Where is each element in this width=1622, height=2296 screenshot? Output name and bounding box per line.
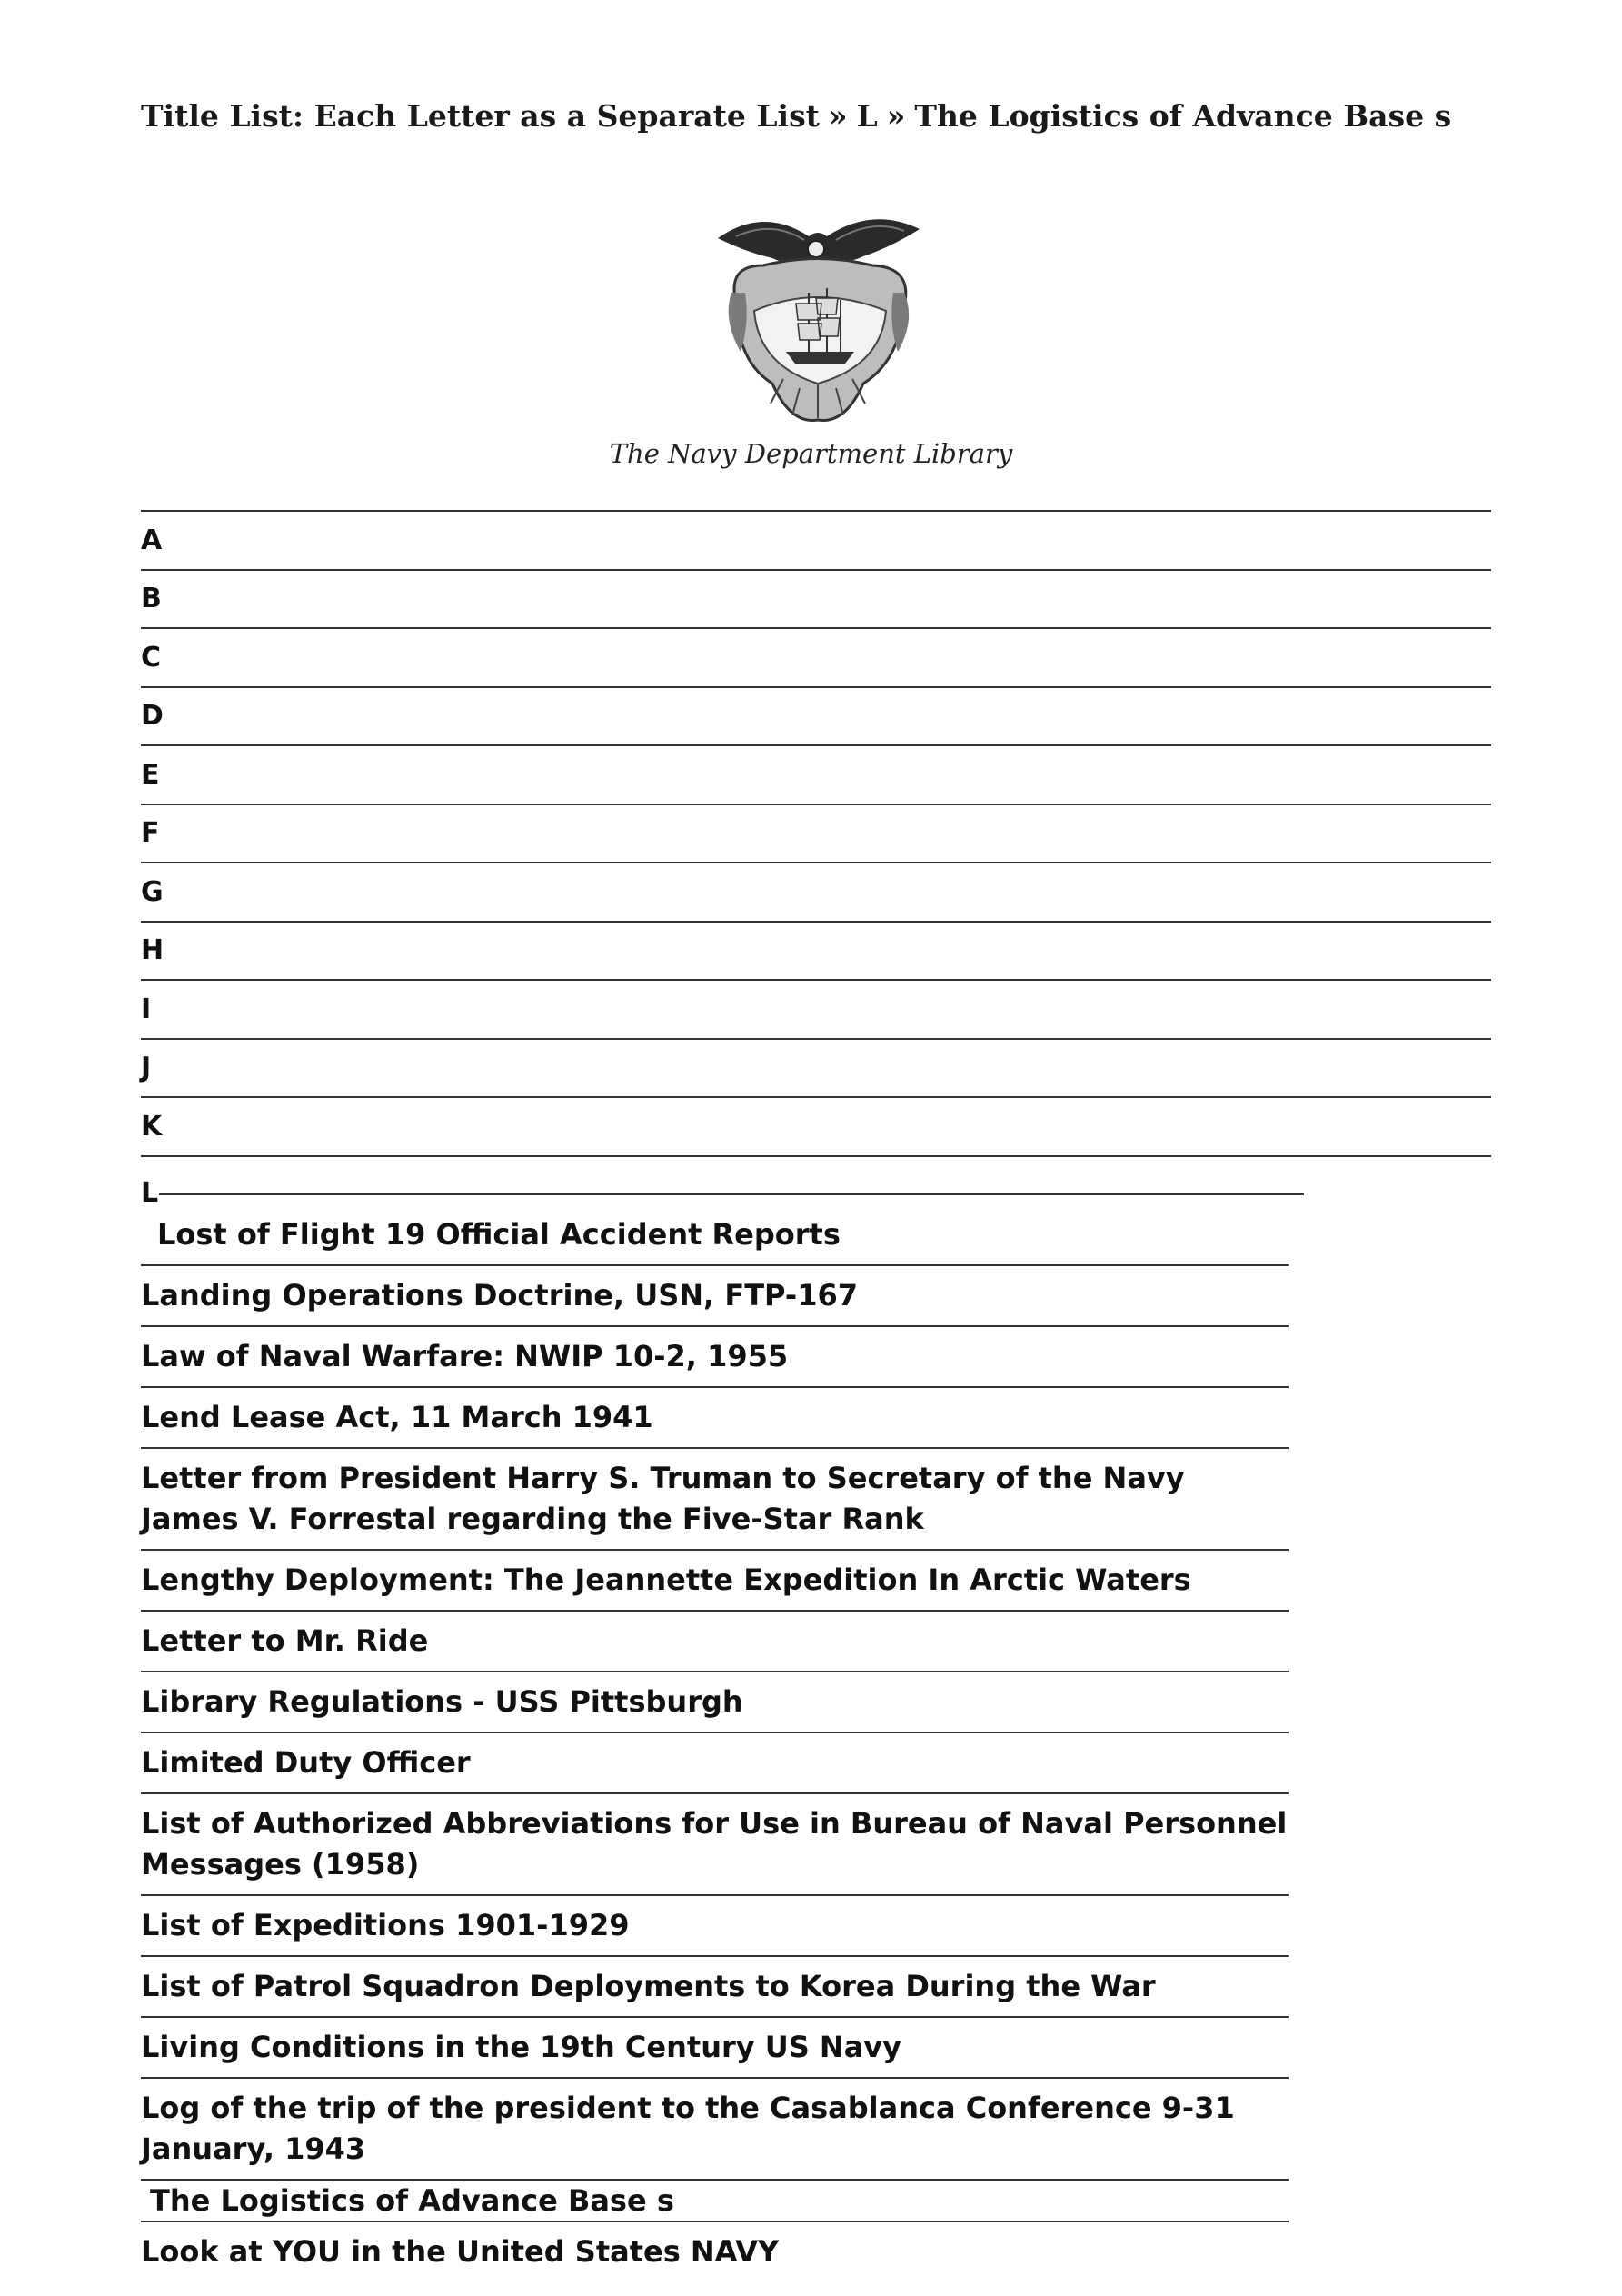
- title-link[interactable]: Library Regulations - USS Pittsburgh: [141, 1672, 1289, 1733]
- title-list: [141, 1205, 1289, 2281]
- letter-h-link[interactable]: H: [141, 921, 1491, 980]
- library-name: The Navy Department Library: [609, 438, 1013, 469]
- letter-a-link[interactable]: A: [141, 510, 1491, 569]
- letter-l-section: [141, 1177, 1304, 2281]
- title-link[interactable]: Living Conditions in the 19th Century US Navy: [141, 2018, 1289, 2079]
- title-link[interactable]: Lost of Flight 19 Official Accident Reports: [141, 1205, 1289, 1266]
- title-link[interactable]: Limited Duty Officer: [141, 1733, 1289, 1794]
- letter-c-link[interactable]: C: [141, 627, 1491, 686]
- letter-b-link[interactable]: B: [141, 569, 1491, 628]
- title-link[interactable]: Look at YOU in the United States NAVY: [141, 2234, 780, 2269]
- title-link[interactable]: Letter from President Harry S. Truman to Secretary of the Navy James V. Forrestal regarding the Five-Star Rank: [141, 1449, 1289, 1551]
- current-title-link[interactable]: The Logistics of Advance Base s: [141, 2181, 1289, 2222]
- letter-l-header[interactable]: [141, 1177, 1304, 1209]
- letter-l-label: L: [141, 1177, 159, 1209]
- title-link[interactable]: List of Patrol Squadron Deployments to Korea During the War: [141, 1957, 1289, 2018]
- breadcrumb-current: The Logistics of Advance Base s: [914, 98, 1452, 134]
- letter-g-link[interactable]: G: [141, 862, 1491, 921]
- letter-i-link[interactable]: I: [141, 979, 1491, 1038]
- title-link[interactable]: Log of the trip of the president to the Casablanca Conference 9-31 January, 1943: [141, 2079, 1289, 2181]
- title-link[interactable]: Lengthy Deployment: The Jeannette Expedition In Arctic Waters: [141, 1551, 1289, 1612]
- letter-e-link[interactable]: E: [141, 744, 1491, 804]
- title-link[interactable]: List of Expeditions 1901-1929: [141, 1896, 1289, 1957]
- breadcrumb-root-link[interactable]: Title List: Each Letter as a Separate List: [141, 98, 820, 134]
- letter-j-link[interactable]: J: [141, 1038, 1491, 1097]
- letter-l-divider: [159, 1193, 1304, 1195]
- breadcrumb-separator: »: [886, 98, 906, 134]
- breadcrumb-separator: »: [828, 98, 848, 134]
- letter-d-link[interactable]: D: [141, 686, 1491, 745]
- title-link[interactable]: List of Authorized Abbreviations for Use in Bureau of Naval Personnel Messages (1958): [141, 1794, 1289, 1896]
- title-link[interactable]: Letter to Mr. Ride: [141, 1612, 1289, 1672]
- title-link[interactable]: Landing Operations Doctrine, USN, FTP-167: [141, 1266, 1289, 1327]
- title-link[interactable]: Lend Lease Act, 11 March 1941: [141, 1388, 1289, 1449]
- letter-index: [141, 510, 1491, 1157]
- breadcrumb-letter-link[interactable]: L: [856, 98, 878, 134]
- letter-index-divider: [141, 1155, 1491, 1157]
- letter-f-link[interactable]: F: [141, 804, 1491, 863]
- navy-seal-logo: [709, 202, 927, 429]
- title-link[interactable]: Law of Naval Warfare: NWIP 10-2, 1955: [141, 1327, 1289, 1388]
- letter-k-link[interactable]: K: [141, 1096, 1491, 1155]
- breadcrumb: [141, 98, 1451, 134]
